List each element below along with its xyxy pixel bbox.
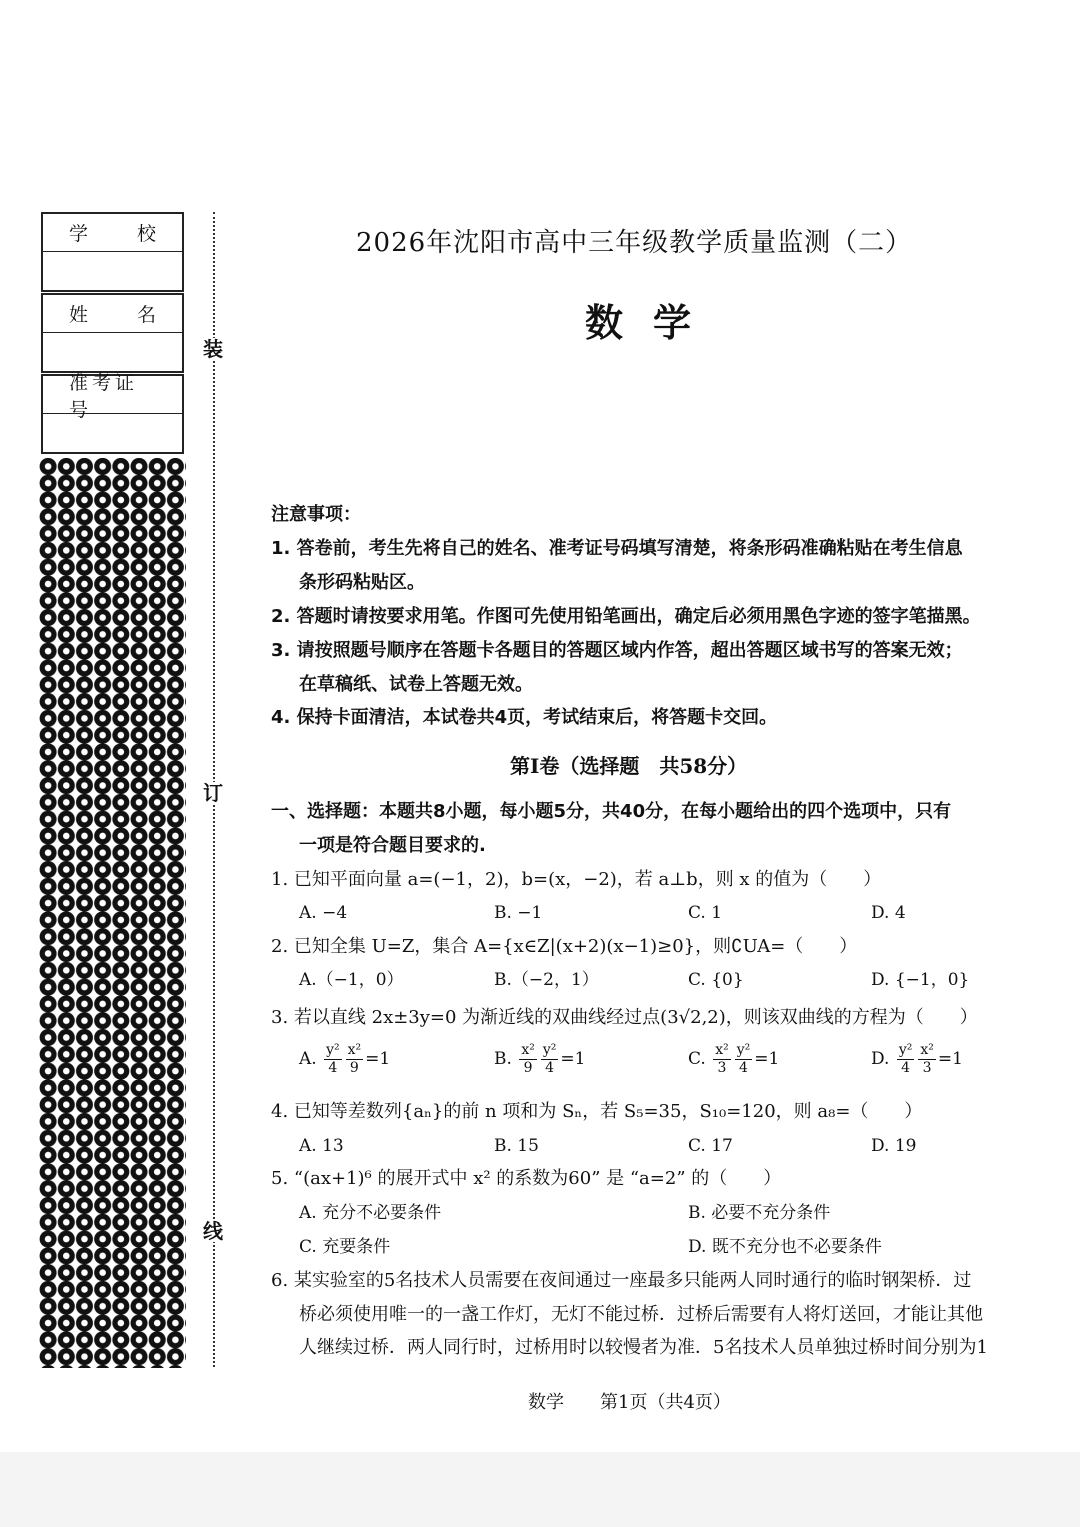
question-1-stem: 1. 已知平面向量 a=(−1，2)，b=(x，−2)，若 a⊥b，则 x 的值为（ ） xyxy=(271,869,882,890)
school-box: 学 校 xyxy=(41,212,184,292)
fraction: $\frac{\text{x²}}{3}$ xyxy=(715,1042,729,1076)
fraction: $\frac{\text{y²}}{4}$ xyxy=(736,1042,751,1076)
barcode-pattern-area xyxy=(39,458,186,1368)
q2-option-b: B.（−2，1） xyxy=(494,970,599,990)
notice-item-2: 2. 答题时请按要求用笔。作图可先使用铅笔画出，确定后必须用黑色字迹的签字笔描黑。 xyxy=(271,606,981,627)
q1-option-d: D. 4 xyxy=(871,903,906,923)
q3-option-a: A. $\frac{\text{y²}}{4}$ $\frac{\text{x²}}{9}$ =1 xyxy=(299,1042,391,1076)
q3-option-c: C. $\frac{\text{x²}}{3}$ $\frac{\text{y²}}{4}$ =1 xyxy=(688,1042,780,1076)
name-box: 姓 名 xyxy=(41,293,184,373)
notice-item-1: 1. 答卷前，考生先将自己的姓名、准考证号码填写清楚，将条形码准确粘贴在考生信息 xyxy=(271,538,963,559)
exam-id-box: 准考证号 xyxy=(41,374,184,454)
question-5-stem: 5. “(ax+1)⁶ 的展开式中 x² 的系数为60” 是 “a=2” 的（ ） xyxy=(271,1168,782,1189)
fraction: $\frac{\text{x²}}{9}$ xyxy=(347,1042,362,1076)
question-3-stem: 3. 若以直线 2x±3y=0 为渐近线的双曲线经过点(3√2,2)，则该双曲线的方程为（ ） xyxy=(271,1007,978,1028)
notice-item-4: 4. 保持卡面清洁，本试卷共4页，考试结束后，将答题卡交回。 xyxy=(271,707,778,728)
q3-option-d: D. $\frac{\text{y²}}{4}$ $\frac{\text{x²}}{3}$ =1 xyxy=(871,1042,963,1076)
seal-char-xian: 线 xyxy=(203,1219,223,1243)
q4-option-a: A. 13 xyxy=(299,1136,344,1156)
question-4-stem: 4. 已知等差数列{aₙ}的前 n 项和为 Sₙ，若 S₅=35，S₁₀=120，则 a₈=（ ） xyxy=(271,1101,923,1122)
question-2-stem: 2. 已知全集 U=Z，集合 A={x∈Z|(x+2)(x−1)≥0}，则∁UA=（ ） xyxy=(271,936,858,957)
q5-option-b: B. 必要不充分条件 xyxy=(688,1203,831,1223)
fraction: $\frac{\text{y²}}{4}$ xyxy=(326,1042,340,1076)
question-6-line-3: 人继续过桥．两人同行时，过桥用时以较慢者为准．5名技术人员单独过桥时间分别为1 xyxy=(299,1337,988,1358)
name-field[interactable] xyxy=(43,333,182,371)
school-field[interactable] xyxy=(43,252,182,290)
q1-option-c: C. 1 xyxy=(688,903,723,923)
section-title: 第Ⅰ卷（选择题 共58分） xyxy=(510,754,748,778)
q4-option-d: D. 19 xyxy=(871,1136,917,1156)
notice-item-1-cont: 条形码粘贴区。 xyxy=(299,572,425,593)
q1-option-b: B. −1 xyxy=(494,903,543,923)
part1-instruction-cont: 一项是符合题目要求的. xyxy=(299,835,486,856)
fraction: $\frac{\text{y²}}{4}$ xyxy=(898,1042,913,1076)
q1-option-a: A. −4 xyxy=(299,903,348,923)
question-6-line-1: 6. 某实验室的5名技术人员需要在夜间通过一座最多只能两人同时通行的临时钢架桥．过 xyxy=(271,1270,972,1291)
part1-instruction: 一、选择题：本题共8小题，每小题5分，共40分，在每小题给出的四个选项中，只有 xyxy=(271,801,952,822)
question-6-line-2: 桥必须使用唯一的一盏工作灯，无灯不能过桥．过桥后需要有人将灯送回，才能让其他 xyxy=(299,1304,983,1325)
seal-char-ding: 订 xyxy=(203,781,223,805)
notice-heading: 注意事项： xyxy=(271,504,361,525)
q5-option-a: A. 充分不必要条件 xyxy=(299,1203,442,1223)
q3-option-b: B. $\frac{\text{x²}}{9}$ $\frac{\text{y²}}{4}$ =1 xyxy=(494,1042,586,1076)
q2-option-c: C. {0} xyxy=(688,970,744,990)
fraction: $\frac{\text{x²}}{9}$ xyxy=(521,1042,535,1076)
seal-char-zhuang: 装 xyxy=(203,337,223,361)
exam-title: 2026年沈阳市高中三年级教学质量监测（二） xyxy=(356,228,913,258)
page-bottom-margin xyxy=(0,1452,1080,1527)
q4-option-c: C. 17 xyxy=(688,1136,733,1156)
page-footer: 数学 第1页（共4页） xyxy=(528,1392,731,1413)
fraction: $\frac{\text{x²}}{3}$ xyxy=(920,1042,934,1076)
q5-option-d: D. 既不充分也不必要条件 xyxy=(688,1237,882,1257)
notice-item-3: 3. 请按照题号顺序在答题卡各题目的答题区域内作答，超出答题区域书写的答案无效； xyxy=(271,640,963,661)
subject-title: 数学 xyxy=(585,301,722,345)
q5-option-c: C. 充要条件 xyxy=(299,1237,391,1257)
q4-option-b: B. 15 xyxy=(494,1136,539,1156)
q2-option-a: A.（−1，0） xyxy=(299,970,404,990)
notice-item-3-cont: 在草稿纸、试卷上答题无效。 xyxy=(299,674,533,695)
q2-option-d: D. {−1，0} xyxy=(871,970,970,990)
fraction: $\frac{\text{y²}}{4}$ xyxy=(542,1042,557,1076)
